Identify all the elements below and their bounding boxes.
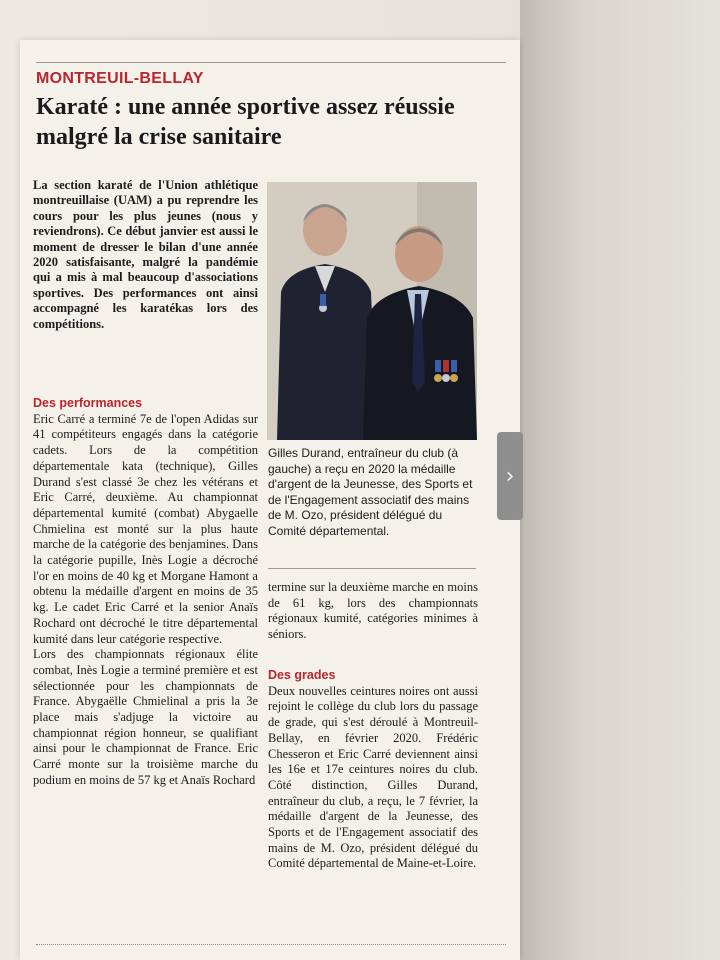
caption-rule [268, 568, 476, 569]
grades-paragraph: Deux nouvelles ceintures noires ont aussi rejoint le collège du club lors du passage de grade, qui s'est déroulé à Montreuil-Bellay, en février 2020. Frédéric Chesseron et Eric Carré deviennent ainsi les 16e et 17e ceintures noires du club. Côté distinction, Gilles Durand, entraîneur du club, a reçu, le 7 février, la médaille d'argent de la Jeunesse, des Sports et de l'Engagement associatif des mains de M. Ozo, président délégué du Comité départemental de Maine-et-Loire. [268, 683, 478, 871]
location-kicker: MONTREUIL-BELLAY [36, 70, 204, 87]
article-lede: La section karaté de l'Union athlétique montreuillaise (UAM) a pu reprendre les cours pour les plus jeunes (nous y reviendrons). Ce début janvier est aussi le moment de dresser le bilan d'une année 2020 satisfaisante, malgré la pandémie qui a mis à mal beaucoup d'associations sportives. Des performances ont ainsi accompagné les karatékas lors des compétitions. [33, 178, 258, 331]
monitor-edge [520, 0, 720, 960]
article-headline: Karaté : une année sportive assez réussie malgré la crise sanitaire [36, 94, 455, 150]
top-rule [36, 62, 506, 63]
photo-caption: Gilles Durand, entraîneur du club (à gauche) a reçu en 2020 la médaille d'argent de la Jeunesse, des Sports et de l'Engagement associatif des mains de M. Ozo, président délégué du Comité départemental. [268, 446, 473, 538]
bottom-rule [36, 944, 506, 945]
regional-paragraph: Lors des championnats régionaux élite combat, Inès Logie a terminé première et est sélectionnée pour les championnats de France. Abygaëlle Chmielinal a pris la 3e place mais s'adjuge la victoire au championnat région honneur, se qualifiant ainsi pour le championnat de France. Eric Carré monte sur la troisième marche du podium en moins de 57 kg et Anaïs Rochard [33, 647, 258, 787]
chevron-right-icon: › [505, 463, 515, 489]
column-right [268, 668, 478, 872]
performances-paragraph: Eric Carré a terminé 7e de l'open Adidas sur 41 compétiteurs engagés dans la catégorie cadets. Lors de la compétition départementale kata (technique), Gilles Durand s'est classé 3e chez les vétérans et Eric Carré, deuxième. Au championnat départemental kumité (combat) Abygaelle Chmielina est monté sur la plus haute marche de la catégorie des benjamines. Dans la catégorie pupille, Inès Logie a décroché l'or en moins de 40 kg et Morgane Hamont a obtenu la médaille d'argent en moins de 35 kg. Le cadet Eric Carré et la senior Anaïs Rochard ont décroché le titre départemental kumité dans leur catégorie respective. [33, 411, 258, 646]
column-right-continuation: termine sur la deuxième marche en moins de 61 kg, lors des championnats régionaux kumité, catégories minimes à séniors. [268, 580, 478, 642]
section-title-grades: Des grades [268, 668, 336, 682]
column-left [33, 396, 258, 789]
photo-illustration [267, 182, 477, 440]
next-image-button[interactable] [497, 432, 523, 520]
article-photo [267, 182, 477, 440]
section-title-performances: Des performances [33, 396, 143, 410]
